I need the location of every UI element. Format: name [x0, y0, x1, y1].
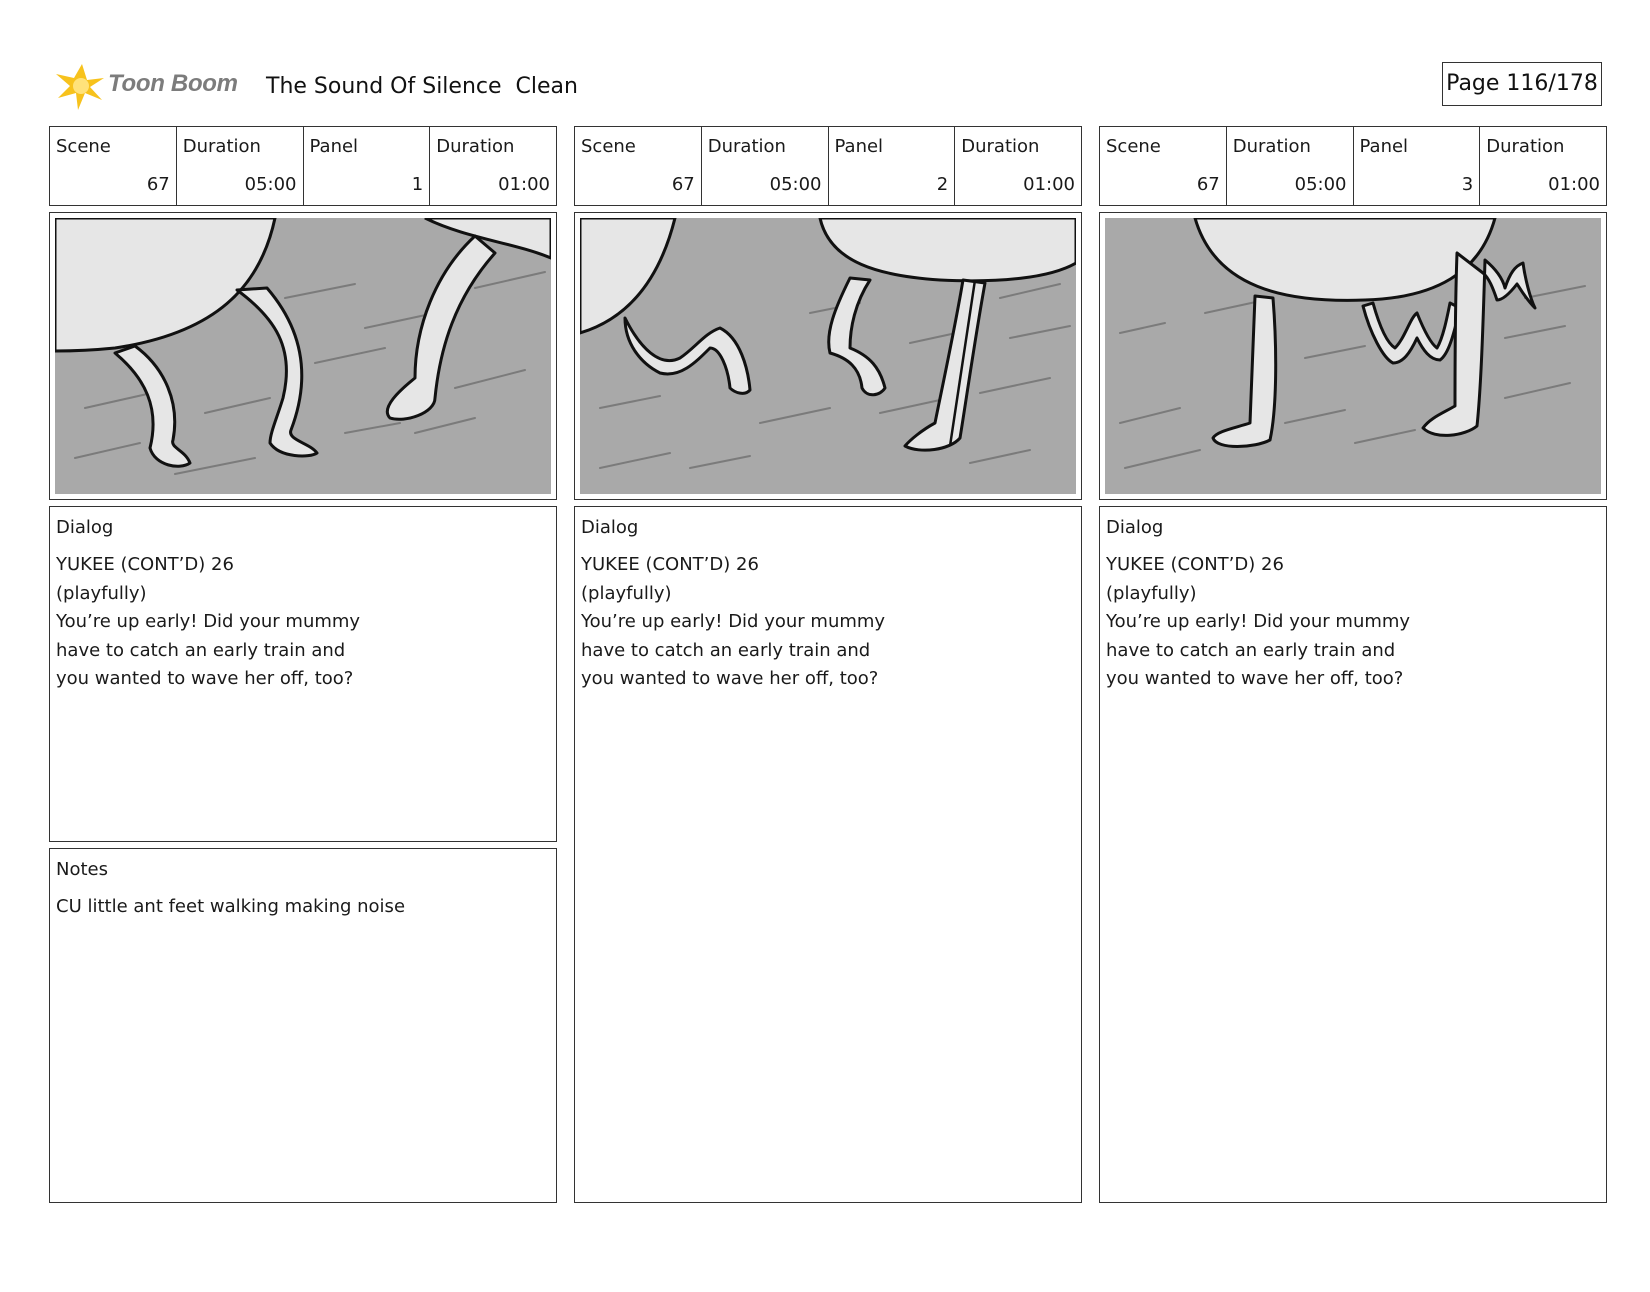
toon-boom-logo: [52, 58, 252, 116]
duration-label: Duration: [182, 136, 261, 157]
page-number: Page 116/178: [1442, 62, 1602, 106]
scene-value: 67: [146, 174, 170, 195]
panel-label: Panel: [834, 136, 884, 157]
panel-duration-cell: [955, 127, 1081, 205]
panel-image-frame: [1099, 212, 1607, 500]
scene-label: Scene: [56, 136, 111, 157]
dialog-line: YUKEE (CONT’D) 26: [56, 554, 234, 575]
scene-duration-value: 05:00: [244, 174, 297, 195]
panel-duration-value: 01:00: [1023, 174, 1075, 195]
dialog-line: You’re up early! Did your mummy: [1106, 611, 1411, 632]
duration-label: Duration: [436, 136, 515, 157]
dialog-line: YUKEE (CONT’D) 26: [1106, 554, 1284, 575]
scene-duration-cell: [702, 127, 829, 205]
panel-cell: [829, 127, 956, 205]
scene-label: Scene: [1106, 136, 1161, 157]
dialog-line: have to catch an early train and: [56, 639, 346, 661]
duration-label: Duration: [707, 136, 786, 157]
dialog-line: you wanted to wave her off, too?: [56, 668, 354, 689]
scene-cell: [575, 127, 702, 205]
scene-value: 67: [671, 174, 695, 195]
dialog-line: (playfully): [581, 582, 672, 604]
duration-label: Duration: [1486, 136, 1565, 157]
scene-cell: [1100, 127, 1227, 205]
scene-cell: [50, 127, 177, 205]
dialog-label: Dialog: [581, 517, 639, 538]
storyboard-panel-1: [49, 126, 557, 917]
panel-info-bar: [574, 126, 1082, 206]
notes-label: Notes: [56, 859, 108, 880]
dialog-box: [574, 506, 1082, 1203]
dialog-line: (playfully): [56, 582, 147, 604]
panel-duration-value: 01:00: [498, 174, 550, 195]
ant-legs-sketch-2: [580, 218, 1076, 494]
panel-image-frame: [574, 212, 1082, 500]
starburst-icon: [52, 58, 108, 114]
ant-legs-sketch-3: [1105, 218, 1601, 494]
panel-label: Panel: [1359, 136, 1409, 157]
scene-duration-cell: [177, 127, 304, 205]
panel-image-frame: [49, 212, 557, 500]
ant-legs-sketch-1: [55, 218, 551, 494]
dialog-line: have to catch an early train and: [581, 639, 871, 661]
scene-duration-value: 05:00: [1294, 174, 1347, 195]
panel-duration-cell: [1480, 127, 1606, 205]
dialog-box: [49, 506, 557, 842]
dialog-line: you wanted to wave her off, too?: [581, 668, 879, 689]
panel-value: 2: [936, 174, 949, 195]
storyboard-panel-3: [1099, 126, 1607, 689]
scene-duration-cell: [1227, 127, 1354, 205]
dialog-line: You’re up early! Did your mummy: [56, 611, 361, 632]
duration-label: Duration: [961, 136, 1040, 157]
panel-cell: [304, 127, 431, 205]
panel-value: 3: [1461, 174, 1474, 195]
storyboard-panel-2: [574, 126, 1082, 689]
panel-info-bar: [1099, 126, 1607, 206]
panel-value: 1: [411, 174, 424, 195]
panel-label: Panel: [309, 136, 359, 157]
dialog-line: you wanted to wave her off, too?: [1106, 668, 1404, 689]
scene-label: Scene: [581, 136, 636, 157]
notes-box: [49, 848, 557, 1203]
dialog-line: YUKEE (CONT’D) 26: [581, 554, 759, 575]
brand-name: Toon Boom: [108, 70, 238, 97]
dialog-line: (playfully): [1106, 582, 1197, 604]
dialog-label: Dialog: [1106, 517, 1164, 538]
duration-label: Duration: [1232, 136, 1311, 157]
notes-line: CU little ant feet walking making noise: [56, 896, 406, 917]
dialog-label: Dialog: [56, 517, 114, 538]
dialog-box: [1099, 506, 1607, 1203]
dialog-line: You’re up early! Did your mummy: [581, 611, 886, 632]
scene-value: 67: [1196, 174, 1220, 195]
scene-duration-value: 05:00: [769, 174, 822, 195]
dialog-line: have to catch an early train and: [1106, 639, 1396, 661]
panel-duration-cell: [430, 127, 556, 205]
panel-duration-value: 01:00: [1548, 174, 1600, 195]
panel-info-bar: [49, 126, 557, 206]
panel-cell: [1354, 127, 1481, 205]
document-title: The Sound Of Silence Clean: [266, 74, 578, 99]
